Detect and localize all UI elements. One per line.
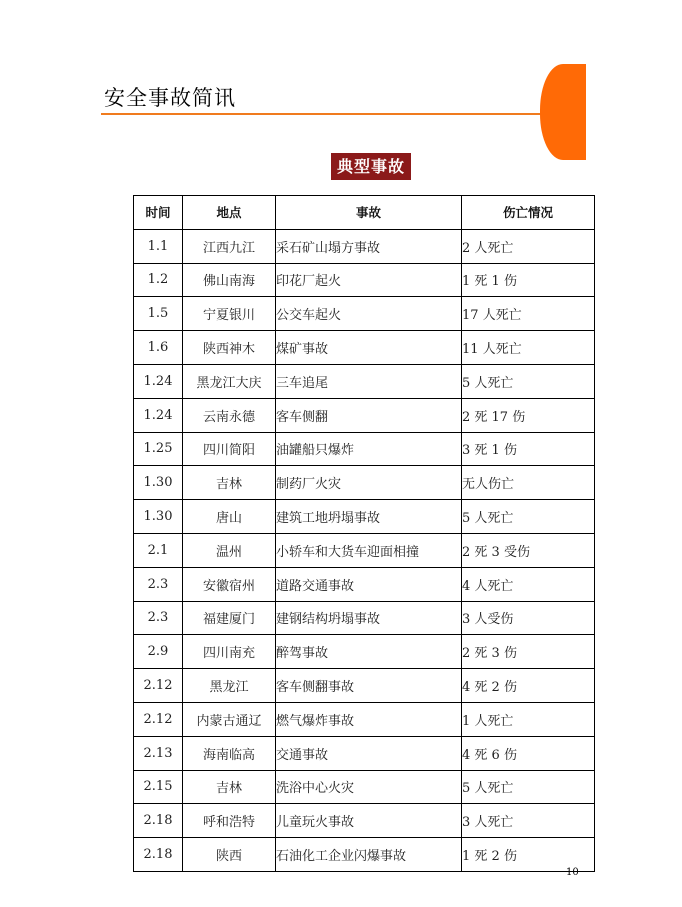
cell-event: 印花厂起火 bbox=[276, 263, 462, 297]
table-row bbox=[134, 229, 595, 263]
cell-place: 海南临高 bbox=[183, 736, 276, 770]
cell-casualty: 2 人死亡 bbox=[462, 229, 595, 263]
cell-place: 吉林 bbox=[183, 770, 276, 804]
incident-table bbox=[133, 195, 595, 872]
cell-casualty: 1 死 2 伤 bbox=[462, 838, 595, 872]
cell-time: 1.24 bbox=[134, 364, 183, 398]
cell-casualty: 5 人死亡 bbox=[462, 770, 595, 804]
cell-casualty: 17 人死亡 bbox=[462, 297, 595, 331]
column-header-event: 事故 bbox=[276, 196, 462, 230]
cell-casualty: 2 死 3 伤 bbox=[462, 635, 595, 669]
cell-place: 四川简阳 bbox=[183, 432, 276, 466]
cell-place: 黑龙江大庆 bbox=[183, 364, 276, 398]
section-title: 典型事故 bbox=[331, 153, 411, 180]
table-row bbox=[134, 567, 595, 601]
table-row bbox=[134, 838, 595, 872]
table-row bbox=[134, 635, 595, 669]
cell-time: 1.1 bbox=[134, 229, 183, 263]
cell-casualty: 11 人死亡 bbox=[462, 331, 595, 365]
table-row bbox=[134, 669, 595, 703]
cell-place: 吉林 bbox=[183, 466, 276, 500]
cell-event: 交通事故 bbox=[276, 736, 462, 770]
cell-time: 2.3 bbox=[134, 601, 183, 635]
cell-event: 燃气爆炸事故 bbox=[276, 702, 462, 736]
cell-event: 小轿车和大货车迎面相撞 bbox=[276, 533, 462, 567]
table-row bbox=[134, 601, 595, 635]
cell-casualty: 3 死 1 伤 bbox=[462, 432, 595, 466]
cell-casualty: 3 人死亡 bbox=[462, 804, 595, 838]
cell-event: 道路交通事故 bbox=[276, 567, 462, 601]
cell-time: 1.5 bbox=[134, 297, 183, 331]
cell-time: 1.30 bbox=[134, 500, 183, 534]
cell-event: 油罐船只爆炸 bbox=[276, 432, 462, 466]
cell-place: 佛山南海 bbox=[183, 263, 276, 297]
column-header-place: 地点 bbox=[183, 196, 276, 230]
cell-place: 江西九江 bbox=[183, 229, 276, 263]
cell-time: 2.1 bbox=[134, 533, 183, 567]
cell-time: 2.13 bbox=[134, 736, 183, 770]
cell-place: 安徽宿州 bbox=[183, 567, 276, 601]
cell-event: 煤矿事故 bbox=[276, 331, 462, 365]
cell-place: 陕西神木 bbox=[183, 331, 276, 365]
cell-event: 公交车起火 bbox=[276, 297, 462, 331]
cell-time: 2.3 bbox=[134, 567, 183, 601]
corner-decoration bbox=[540, 64, 586, 160]
table-row bbox=[134, 736, 595, 770]
cell-place: 黑龙江 bbox=[183, 669, 276, 703]
cell-time: 2.15 bbox=[134, 770, 183, 804]
cell-time: 2.9 bbox=[134, 635, 183, 669]
cell-event: 客车侧翻事故 bbox=[276, 669, 462, 703]
cell-casualty: 2 死 17 伤 bbox=[462, 398, 595, 432]
cell-casualty: 1 死 1 伤 bbox=[462, 263, 595, 297]
cell-casualty: 4 死 2 伤 bbox=[462, 669, 595, 703]
table-row bbox=[134, 297, 595, 331]
cell-casualty: 4 人死亡 bbox=[462, 567, 595, 601]
incident-table-body bbox=[134, 229, 595, 871]
table-row bbox=[134, 770, 595, 804]
cell-time: 2.12 bbox=[134, 669, 183, 703]
table-row bbox=[134, 500, 595, 534]
cell-place: 云南永德 bbox=[183, 398, 276, 432]
table-row bbox=[134, 331, 595, 365]
cell-place: 呼和浩特 bbox=[183, 804, 276, 838]
column-header-time: 时间 bbox=[134, 196, 183, 230]
cell-place: 陕西 bbox=[183, 838, 276, 872]
cell-event: 客车侧翻 bbox=[276, 398, 462, 432]
cell-place: 宁夏银川 bbox=[183, 297, 276, 331]
cell-time: 2.18 bbox=[134, 804, 183, 838]
table-row bbox=[134, 533, 595, 567]
cell-event: 石油化工企业闪爆事故 bbox=[276, 838, 462, 872]
cell-time: 1.25 bbox=[134, 432, 183, 466]
cell-event: 建钢结构坍塌事故 bbox=[276, 601, 462, 635]
cell-event: 制药厂火灾 bbox=[276, 466, 462, 500]
table-row bbox=[134, 432, 595, 466]
table-row bbox=[134, 398, 595, 432]
cell-casualty: 无人伤亡 bbox=[462, 466, 595, 500]
cell-place: 温州 bbox=[183, 533, 276, 567]
cell-casualty: 2 死 3 受伤 bbox=[462, 533, 595, 567]
page-title: 安全事故简讯 bbox=[104, 86, 236, 110]
column-header-casualty: 伤亡情况 bbox=[462, 196, 595, 230]
cell-casualty: 1 人死亡 bbox=[462, 702, 595, 736]
cell-place: 四川南充 bbox=[183, 635, 276, 669]
table-header-row bbox=[134, 196, 595, 230]
page-number: 10 bbox=[566, 867, 579, 878]
cell-time: 2.18 bbox=[134, 838, 183, 872]
table-row bbox=[134, 702, 595, 736]
cell-time: 1.24 bbox=[134, 398, 183, 432]
cell-event: 儿童玩火事故 bbox=[276, 804, 462, 838]
cell-time: 2.12 bbox=[134, 702, 183, 736]
cell-event: 建筑工地坍塌事故 bbox=[276, 500, 462, 534]
cell-time: 1.2 bbox=[134, 263, 183, 297]
cell-event: 三车追尾 bbox=[276, 364, 462, 398]
table-row bbox=[134, 466, 595, 500]
cell-casualty: 5 人死亡 bbox=[462, 500, 595, 534]
cell-event: 采石矿山塌方事故 bbox=[276, 229, 462, 263]
cell-time: 1.30 bbox=[134, 466, 183, 500]
cell-casualty: 5 人死亡 bbox=[462, 364, 595, 398]
cell-event: 醉驾事故 bbox=[276, 635, 462, 669]
cell-event: 洗浴中心火灾 bbox=[276, 770, 462, 804]
cell-casualty: 3 人受伤 bbox=[462, 601, 595, 635]
cell-casualty: 4 死 6 伤 bbox=[462, 736, 595, 770]
table-row bbox=[134, 804, 595, 838]
cell-place: 唐山 bbox=[183, 500, 276, 534]
cell-place: 内蒙古通辽 bbox=[183, 702, 276, 736]
cell-time: 1.6 bbox=[134, 331, 183, 365]
cell-place: 福建厦门 bbox=[183, 601, 276, 635]
header-divider bbox=[101, 113, 551, 115]
table-row bbox=[134, 263, 595, 297]
table-row bbox=[134, 364, 595, 398]
